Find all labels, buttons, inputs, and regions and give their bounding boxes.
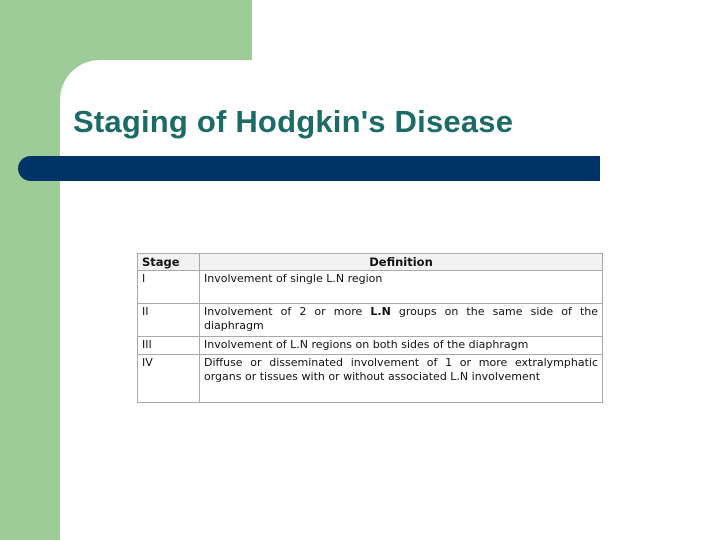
staging-table [137, 253, 603, 403]
table-header-row [138, 254, 603, 271]
definition-text: Involvement of L.N regions on both sides of the diaphragm [204, 338, 529, 351]
slide-title: Staging of Hodgkin's Disease [73, 104, 514, 139]
definition-cell [200, 271, 603, 304]
table-row [138, 271, 603, 304]
title-underline-bar [18, 156, 600, 181]
definition-text: Involvement of single L.N region [204, 272, 383, 285]
table-row [138, 337, 603, 355]
definition-text-continued: groups on the same side of the diaphragm [204, 305, 599, 332]
definition-cell [200, 355, 603, 403]
accent-strip-left [0, 0, 60, 540]
definition-cell [200, 304, 603, 337]
header-definition: Definition [200, 254, 603, 271]
stage-cell: III [138, 337, 200, 355]
definition-bold-text: L.N [370, 305, 391, 318]
table-row [138, 355, 603, 403]
header-stage: Stage [138, 254, 200, 271]
stage-cell: IV [138, 355, 200, 403]
stage-cell: I [138, 271, 200, 304]
definition-cell [200, 337, 603, 355]
table-row [138, 304, 603, 337]
definition-text: Involvement of 2 or more [204, 305, 371, 318]
definition-text: Diffuse or disseminated involvement of 1 or more extralymphatic organs or tissues with or without associated L.N involvement [204, 356, 598, 383]
stage-cell: II [138, 304, 200, 337]
